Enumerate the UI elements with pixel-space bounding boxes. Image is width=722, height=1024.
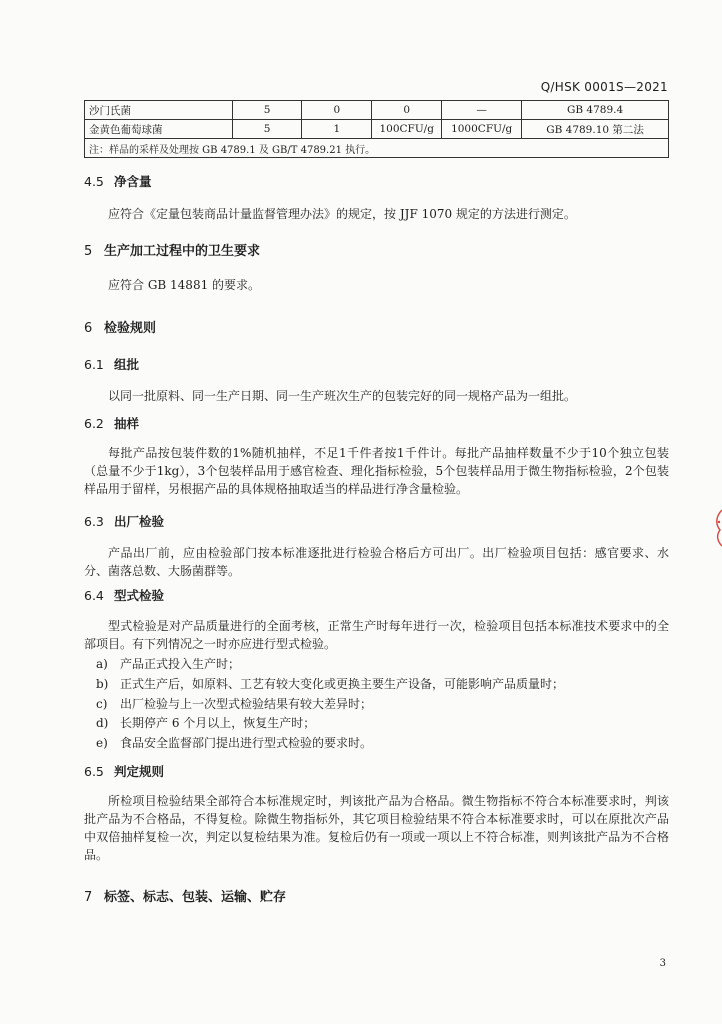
section-title: 生产加工过程中的卫生要求 [104,244,261,259]
section-number: 6.4 [84,588,104,603]
table-cell-m: 100CFU/g [372,120,442,139]
section-title: 判定规则 [114,764,165,779]
section-number: 6.2 [84,416,104,431]
list-item-label: b) [96,677,109,691]
list-item [96,675,564,693]
table-cell-n: 5 [232,101,302,120]
list-item-label: e) [96,736,108,750]
section-text-4-5: 应符合《定量包装商品计量监督管理办法》的规定，按 JJF 1070 规定的方法进行测定。 [108,207,576,221]
section-text-5: 应符合 GB 14881 的要求。 [108,278,261,292]
section-text-6-1: 以同一批原料、同一生产日期、同一生产班次生产的包装完好的同一规格产品为一组批。 [108,389,577,403]
table-note: 注：样品的采样及处理按 GB 4789.1 及 GB/T 4789.21 执行。 [85,139,669,158]
list-item-label: c) [96,697,108,711]
section-title: 净含量 [114,174,152,189]
list-item-text: 出厂检验与上一次型式检验结果有较大差异时； [120,697,373,711]
list-item-text: 产品正式投入生产时； [120,657,241,671]
table-cell-m: 0 [372,101,442,120]
section-heading-7 [84,886,286,905]
list-item [96,734,372,752]
table-cell-M: 1000CFU/g [442,120,522,139]
list-item [96,655,240,673]
list-item-text: 长期停产 6 个月以上，恢复生产时； [120,716,316,730]
section-number: 6 [84,321,93,336]
section-title: 检验规则 [104,321,157,336]
page-number: 3 [659,958,666,969]
table-cell-c: 1 [302,120,372,139]
list-item-text: 食品安全监督部门提出进行型式检验的要求时。 [120,736,373,750]
section-heading-6-1 [84,355,139,373]
section-heading-6-3 [84,512,164,530]
section-heading-6-5 [84,762,164,780]
table-cell-c: 0 [302,101,372,120]
document-code: Q/HSK 0001S—2021 [540,80,668,94]
table-cell-M: — [442,101,522,120]
section-heading-6 [84,317,156,336]
table-row [85,120,669,139]
section-text-6-4: 型式检验是对产品质量进行的全面考核，正常生产时每年进行一次，检验项目包括本标准技术要求中的全部项目。有下列情况之一时亦应进行型式检验。 [84,619,669,651]
section-number: 6.1 [84,357,104,372]
table-cell-method: GB 4789.10 第二法 [522,120,669,139]
section-title: 型式检验 [114,588,165,603]
section-text-6-5: 所检项目检验结果全部符合本标准规定时，判该批产品为合格品。微生物指标不符合本标准要求时，判该批产品为不合格品，不得复检。除微生物指标外，其它项目检验结果不符合本标准要求时，可以在原批次产品中双倍抽样复检一次，判定以复检结果为准。复检后仍有一项或一项以上不符合标准，则判该批产品为不合格品。 [84,794,669,862]
list-item-text: 正式生产后，如原料、工艺有较大变化或更换主要生产设备，可能影响产品质量时； [120,677,565,691]
list-item-label: a) [96,657,108,671]
section-text-6-3: 产品出厂前，应由检验部门按本标准逐批进行检验合格后方可出厂。出厂检验项目包括：感官要求、水分、菌落总数、大肠菌群等。 [84,546,669,578]
section-number: 4.5 [84,174,104,189]
section-number: 7 [84,890,93,905]
section-heading-4-5 [84,172,152,190]
section-title: 标签、标志、包装、运输、贮存 [104,890,287,905]
section-text-6-2: 每批产品按包装件数的1%随机抽样，不足1千件者按1千件计。每批产品抽样数量不少于10个独立包装（总量不少于1kg），3个包装样品用于感官检查、理化指标检验，5个包装样品用于微生物指标检验，2个包装样品用于留样，另根据产品的具体规格抽取适当的样品进行净含量检验。 [84,446,669,496]
section-title: 出厂检验 [114,514,165,529]
list-item [96,695,372,713]
section-number: 6.3 [84,514,104,529]
section-heading-6-4 [84,586,164,604]
table-cell-item: 沙门氏菌 [85,101,233,120]
table-note-row [85,139,669,158]
red-stamp-fragment-icon [712,508,722,548]
section-number: 6.5 [84,764,104,779]
list-item-label: d) [96,716,109,730]
section-heading-5 [84,240,260,259]
section-heading-6-2 [84,414,139,432]
table-row [85,101,669,120]
microbiology-table [84,100,669,158]
section-title: 抽样 [114,416,140,431]
section-title: 组批 [114,357,140,372]
table-cell-n: 5 [232,120,302,139]
list-item [96,714,315,732]
section-number: 5 [84,244,93,259]
table-cell-item: 金黄色葡萄球菌 [85,120,233,139]
table-cell-method: GB 4789.4 [522,101,669,120]
